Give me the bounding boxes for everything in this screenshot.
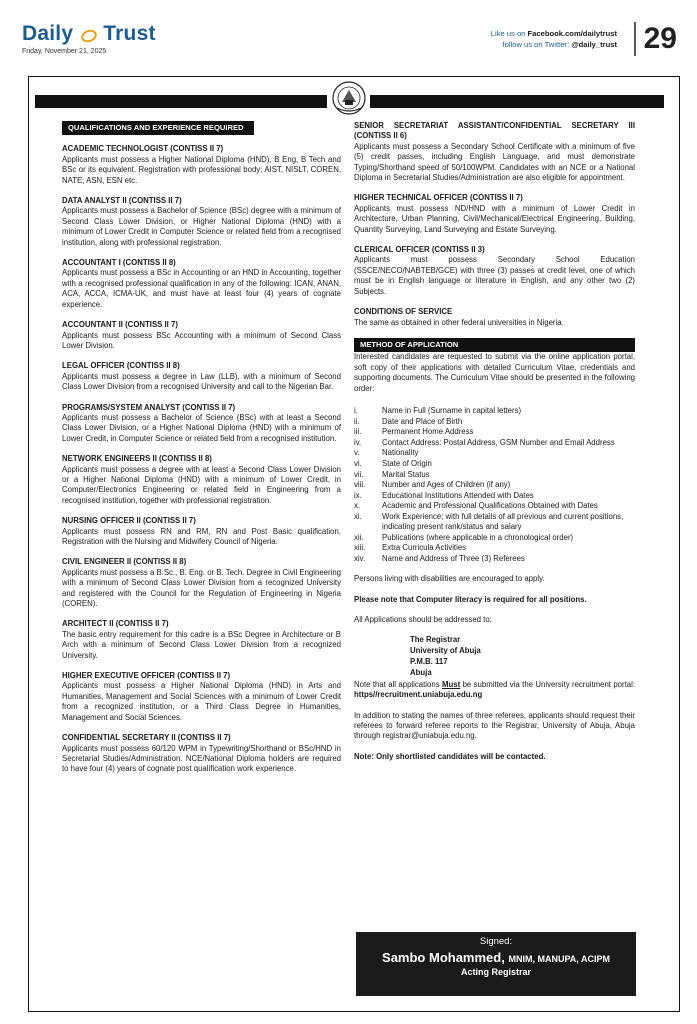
recruitment-portal-link[interactable]: https//recruitment.uniabuja.edu.ng — [354, 690, 483, 700]
cv-item-text: Permanent Home Address — [382, 427, 474, 437]
logo-word-daily: Daily — [22, 22, 74, 45]
method-heading: METHOD OF APPLICATION — [354, 338, 635, 352]
cv-item-number: ix. — [354, 490, 362, 500]
cv-list-item — [354, 554, 635, 564]
job-requirements: Applicants must possess a Higher National Diploma (HND), B Eng, B Tech and BSc or its equivalent. Registration with professional body; AIST, NISLT, COREN, NATE, ASN, ESN etc. — [62, 154, 341, 185]
job-title: ACADEMIC TECHNOLOGIST (CONTISS II 7) — [62, 144, 224, 154]
cv-list-item — [354, 417, 635, 427]
issue-date: Friday, November 21, 2025 — [22, 48, 107, 55]
page-number: 29 — [634, 22, 677, 56]
job-requirements: Applicants must possess a Bachelor of Science (BSc) with at least a Second Class Lower Division, or a Higher National Diploma (HND) with a minimum of Lower Credit, in Computer Science or related field from a recognised institution. — [62, 412, 341, 443]
portal-must: Must — [441, 679, 461, 689]
job-block — [62, 196, 341, 248]
job-requirements: The same as obtained in other federal universities in Nigeria. — [354, 317, 564, 327]
job-block — [62, 361, 341, 392]
cv-item-number: ii. — [354, 416, 360, 426]
social-links — [491, 28, 617, 50]
job-block — [354, 193, 635, 235]
cv-list-item — [354, 533, 635, 543]
job-requirements: Applicants must possess a degree with at least a Second Class Lower Division or a Higher National Diploma (HND) with a minimum of Lower Credit, in Computer/Electronics Engineering or related field in Engineering from a recognised institution, together with professional registration. — [62, 464, 341, 505]
twitter-prefix: follow us on Twitter: — [502, 40, 570, 49]
university-crest-icon — [331, 80, 367, 116]
job-title: ACCOUNTANT I (CONTISS II 8) — [62, 258, 176, 268]
facebook-link[interactable]: Facebook.com/dailytrust — [527, 29, 617, 38]
cv-item-text: Contact Address: Postal Address, GSM Number and Email Address — [382, 437, 615, 447]
cv-item-text: Publications (where applicable in a chronological order) — [382, 532, 574, 542]
cv-item-text: Marital Status — [382, 469, 430, 479]
cv-list-item — [354, 501, 635, 511]
job-requirements: Applicants must possess RN and RM, RN and Post Basic qualification. Registration with the Nursing and Midwifery Council of Nigeria. — [62, 526, 341, 546]
job-title: HIGHER EXECUTIVE OFFICER (CONTISS II 7) — [62, 671, 231, 681]
cv-item-number: x. — [354, 501, 361, 511]
job-requirements: Applicants must possess 60/120 WPM in Typewriting/Shorthand or BSc/HND in Secretarial Studies/Administration. NCE/National Diploma holders are required to have four (4) years of cognate post qualification work experience. — [62, 743, 341, 774]
job-title: SENIOR SECRETARIAT ASSISTANT/CONFIDENTIAL SECRETARY III (CONTISS II 6) — [354, 121, 635, 141]
address-line: The Registrar — [410, 634, 461, 644]
job-title: ARCHITECT II (CONTISS II 7) — [62, 619, 169, 629]
masthead — [22, 22, 677, 58]
job-block — [62, 671, 341, 723]
registrar-address — [410, 634, 635, 678]
cv-list-item — [354, 543, 635, 553]
newspaper-logo — [22, 22, 156, 46]
cv-list-item — [354, 470, 635, 480]
job-title: CIVIL ENGINEER II (CONTISS II 8) — [62, 557, 187, 567]
job-block — [354, 245, 635, 297]
twitter-link[interactable]: @daily_trust — [571, 40, 617, 49]
logo-word-trust: Trust — [103, 22, 156, 45]
cv-item-number: vii. — [354, 469, 364, 479]
cv-list-item — [354, 459, 635, 469]
disability-note: Persons living with disabilities are encouraged to apply. — [354, 574, 545, 584]
job-block — [62, 733, 341, 775]
job-block — [62, 619, 341, 661]
right-column — [354, 121, 635, 772]
address-intro: All Applications should be addressed to: — [354, 615, 492, 625]
job-requirements: Applicants must possess a Secondary School Certificate with a minimum of five (5) credit passes, including English Language, and must demonstrate Typing/Shorthand speed of 50/100WPM. Candidates with an NCE or a National Diploma in Secretarial Studies/Administration are also eligible for appointment. — [354, 141, 635, 183]
job-requirements: Applicants must possess ND/HND with a minimum of Lower Credit in Architecture, Urban Planning, Civil/Mechanical/Electrical Engineering, Building, Quantity Surveying, Land Surveying and Estate Surveying. — [354, 203, 635, 234]
shortlist-note: Note: Only shortlisted candidates will be contacted. — [354, 751, 546, 761]
address-line: University of Abuja — [410, 645, 481, 655]
signatory-role: Acting Registrar — [460, 967, 531, 977]
portal-note — [354, 680, 635, 701]
signatory-name-text: Sambo Mohammed, — [382, 950, 505, 965]
header-bar-left — [35, 95, 327, 108]
job-title: DATA ANALYST II (CONTISS II 7) — [62, 196, 182, 206]
job-block — [62, 320, 341, 351]
facebook-prefix: Like us on — [490, 29, 526, 38]
job-title: CLERICAL OFFICER (CONTISS II 3) — [354, 245, 485, 255]
cv-item-text: Academic and Professional Qualifications Obtained with Dates — [382, 501, 598, 511]
cv-item-text: Educational Institutions Attended with Dates — [382, 490, 534, 500]
job-requirements: Applicants must possess a B.Sc., B. Eng. or B. Tech. Degree in Civil Engineering with a minimum of Second Class Lower Division from a recognized University and registered with the Council for the Regulation of Engineering in Nigeria (COREN). — [62, 567, 341, 609]
cv-item-text: Work Experience; with full details of all previous and current positions, indicating present rank/status and salary — [382, 511, 624, 532]
cv-item-text: Nationality — [382, 448, 419, 458]
cv-item-number: xii. — [354, 532, 364, 542]
cv-list-item — [354, 427, 635, 437]
cv-item-number: xi. — [354, 511, 362, 521]
signatory-titles: MNIM, MANUPA, ACIPM — [508, 954, 610, 964]
job-block — [354, 121, 635, 183]
job-title: CONFIDENTIAL SECRETARY II (CONTISS II 7) — [62, 733, 231, 743]
cv-list-item — [354, 406, 635, 416]
cv-item-text: Name in Full (Surname in capital letters) — [382, 405, 522, 415]
cv-list-item — [354, 480, 635, 490]
job-block — [62, 403, 341, 445]
job-block — [62, 557, 341, 609]
job-requirements: Applicants must possess a Higher National Diploma (HND) in Arts and Humanities, Management and Social Sciences with a minimum of Lower Credit from a recognized institution, or a Third Class Degree in Humanities, Management and Social Sciences. — [62, 681, 341, 722]
left-column — [62, 121, 341, 785]
cv-item-number: viii. — [354, 480, 366, 490]
job-title: HIGHER TECHNICAL OFFICER (CONTISS II 7) — [354, 193, 523, 203]
job-title: NURSING OFFICER II (CONTISS II 7) — [62, 516, 196, 526]
cv-item-number: xiii. — [354, 543, 366, 553]
job-block — [62, 454, 341, 506]
job-title: ACCOUNTANT II (CONTISS II 7) — [62, 320, 178, 330]
job-requirements: Applicants must possess Secondary School Education (SSCE/NECO/NABTEB/GCE) with three (3) passes at credit level, one of which must be in English language or literature in English, and any other two (2) Subjects. — [354, 255, 635, 296]
header-bar-right — [370, 95, 664, 108]
cv-item-number: vi. — [354, 458, 362, 468]
address-line: P.M.B. 117 — [410, 656, 448, 666]
cv-item-text: Number and Ages of Children (if any) — [382, 480, 511, 490]
address-line: Abuja — [410, 667, 432, 677]
job-block — [62, 516, 341, 547]
cv-item-number: xiv. — [354, 554, 366, 564]
job-block — [354, 307, 635, 328]
job-title: CONDITIONS OF SERVICE — [354, 307, 453, 317]
cv-item-number: iii. — [354, 427, 362, 437]
cv-list-item — [354, 438, 635, 448]
signatory-name — [356, 950, 636, 965]
cv-item-number: v. — [354, 448, 360, 458]
cv-order-list — [354, 406, 635, 565]
cv-list-item — [354, 491, 635, 501]
signed-label: Signed: — [479, 936, 513, 947]
portal-note-start: Note that all applications — [354, 679, 440, 689]
referee-note: In addition to stating the names of three referees, applicants should request their referees to forward referee reports to the Registrar, University of Abuja, Abuja through registrar@uniabuja.edu.ng. — [354, 710, 635, 741]
job-title: PROGRAMS/SYSTEM ANALYST (CONTISS II 7) — [62, 402, 236, 412]
cv-item-text: Date and Place of Birth — [382, 416, 463, 426]
qualifications-heading: QUALIFICATIONS AND EXPERIENCE REQUIRED — [62, 121, 254, 135]
cv-item-number: iv. — [354, 437, 362, 447]
job-title: LEGAL OFFICER (CONTISS II 8) — [62, 361, 180, 371]
cv-item-text: Extra Curricula Activities — [382, 543, 467, 553]
job-requirements: Applicants must possess a Bachelor of Science (BSc) degree with a minimum of Second Class Lower Division, or Higher National Diploma (HND) with a minimum of Lower Credit in Computer Science or related field from a recognised institution, along with professional registration. — [62, 206, 341, 247]
portal-note-end: be submitted via the University recruitment portal: — [462, 679, 636, 689]
job-requirements: Applicants must possess a BSc in Accounting or an HND in Accounting, together with a recognised professional qualification in any of the following: ICAN, ANAN, ACA, ACCA, ICMA-UK, and must have at least four (4) years of cognate experience. — [62, 268, 341, 309]
job-requirements: Applicants must possess a degree in Law (LLB), with a minimum of Second Class Lower Division from a recognised University and call to the Nigerian Bar. — [62, 371, 341, 392]
cv-item-number: i. — [354, 405, 358, 415]
job-block — [62, 144, 341, 186]
logo-swoosh-icon — [80, 27, 96, 41]
job-title: NETWORK ENGINEERS II (CONTISS II 8) — [62, 454, 212, 464]
job-requirements: The basic entry requirement for this cadre is a BSc Degree in Architecture or B Arch with a minimum of Second Class Lower Division from a recognized University. — [62, 629, 341, 660]
cv-item-text: Name and Address of Three (3) Referees — [382, 554, 525, 564]
computer-literacy-note: Please note that Computer literacy is required for all positions. — [354, 594, 587, 604]
cv-list-item — [354, 448, 635, 458]
signature-block — [356, 932, 636, 996]
method-text: Interested candidates are requested to submit via the online application portal, soft copy of their applications with detailed Curriculum Vitae, credentials and supporting documents. The Curriculum Vitae should be presented in the following order: — [354, 352, 635, 393]
job-block — [62, 258, 341, 310]
job-requirements: Applicants must possess BSc Accounting with a minimum of Second Class Lower Division. — [62, 330, 341, 350]
cv-list-item — [354, 512, 635, 533]
cv-item-text: State of Origin — [382, 458, 432, 468]
